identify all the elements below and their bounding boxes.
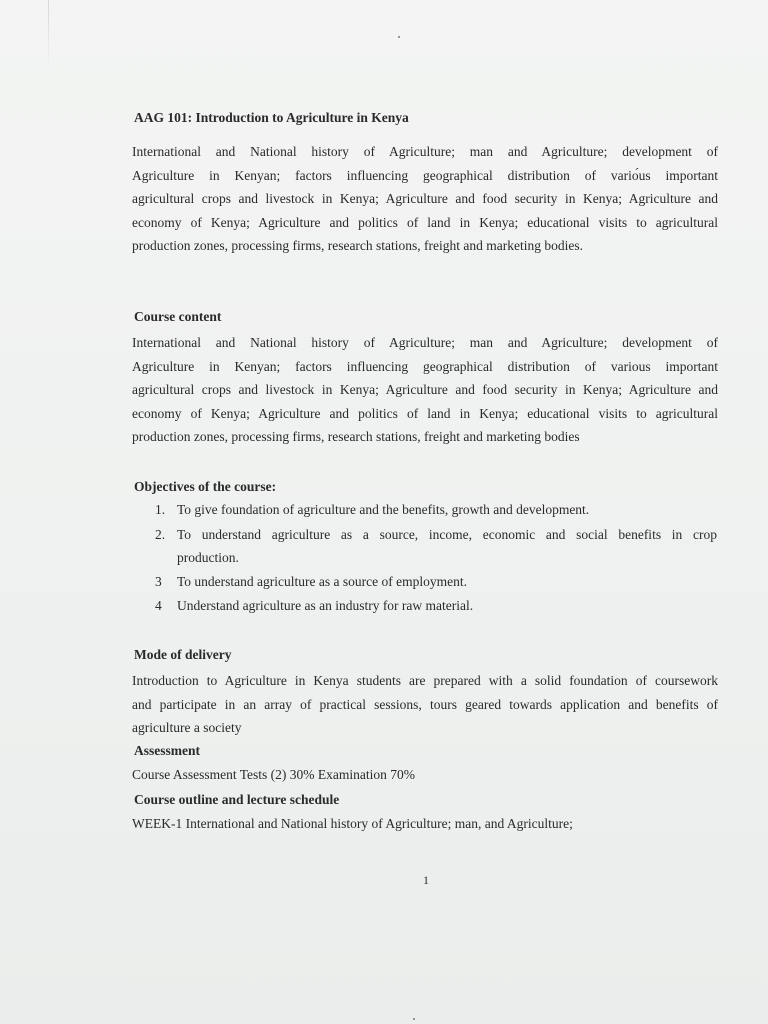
content-line: production zones, processing firms, research stations, freight and marketing bodies — [132, 429, 580, 445]
intro-line: agricultural crops and livestock in Kenya; Agriculture and food security in Kenya; Agriculture and — [132, 191, 718, 207]
delivery-line: Introduction to Agriculture in Kenya students are prepared with a solid foundation of coursework — [132, 673, 718, 688]
course-content-paragraph — [132, 331, 718, 449]
intro-line: Agriculture in Kenyan; factors influencing geographical distribution of variо́us important — [132, 167, 718, 183]
intro-line: economy of Kenya; Agriculture and politics of land in Kenya; educational visits to agricultural — [132, 214, 718, 230]
content-line: agricultural crops and livestock in Kenya; Agriculture and food security in Kenya; Agriculture and — [132, 382, 718, 398]
objective-number: 3 — [155, 574, 162, 589]
intro-paragraph — [132, 140, 718, 258]
mode-of-delivery-heading: Mode of delivery — [134, 647, 232, 662]
content-line: Agriculture in Kenyan; factors influencing geographical distribution of various important — [132, 358, 718, 374]
outline-week1: WEEK-1 International and National history of Agriculture; man, and Agriculture; — [132, 816, 573, 831]
page-number: 1 — [423, 873, 429, 887]
objective-number: 4 — [155, 598, 162, 613]
scan-speck — [413, 1018, 415, 1020]
mode-of-delivery-paragraph — [132, 669, 718, 740]
objectives-heading: Objectives of the course: — [134, 479, 277, 494]
objective-text: To understand agriculture as a source of employment. — [177, 574, 467, 589]
paper-fold-mark — [48, 0, 49, 70]
intro-line: International and National history of Agriculture; man and Agriculture; development of — [132, 144, 718, 159]
scan-speck — [398, 36, 400, 38]
content-line: economy of Kenya; Agriculture and politics of land in Kenya; educational visits to agricultural — [132, 405, 718, 421]
objective-text: To give foundation of agriculture and the benefits, growth and development. — [177, 502, 590, 517]
objective-text: Understand agriculture as an industry for raw material. — [177, 598, 474, 613]
delivery-line: agriculture a society — [132, 720, 242, 736]
assessment-heading: Assessment — [134, 743, 200, 758]
delivery-line: and participate in an array of practical sessions, tours geared towards application and benefits of — [132, 696, 718, 712]
course-content-heading: Course content — [134, 309, 222, 324]
objective-number: 1. — [155, 502, 166, 517]
intro-line: production zones, processing firms, research stations, freight and marketing bodies. — [132, 238, 584, 254]
content-line: International and National history of Agriculture; man and Agriculture; development of — [132, 335, 718, 350]
objective-text: To understand agriculture as a source, income, economic and social benefits in crop — [177, 527, 717, 542]
objective-text-continued: production. — [177, 550, 239, 565]
assessment-text: Course Assessment Tests (2) 30% Examination 70% — [132, 767, 416, 782]
course-title: AAG 101: Introduction to Agriculture in Kenya — [134, 110, 409, 125]
outline-heading: Course outline and lecture schedule — [134, 792, 340, 807]
objective-number: 2. — [155, 527, 166, 542]
